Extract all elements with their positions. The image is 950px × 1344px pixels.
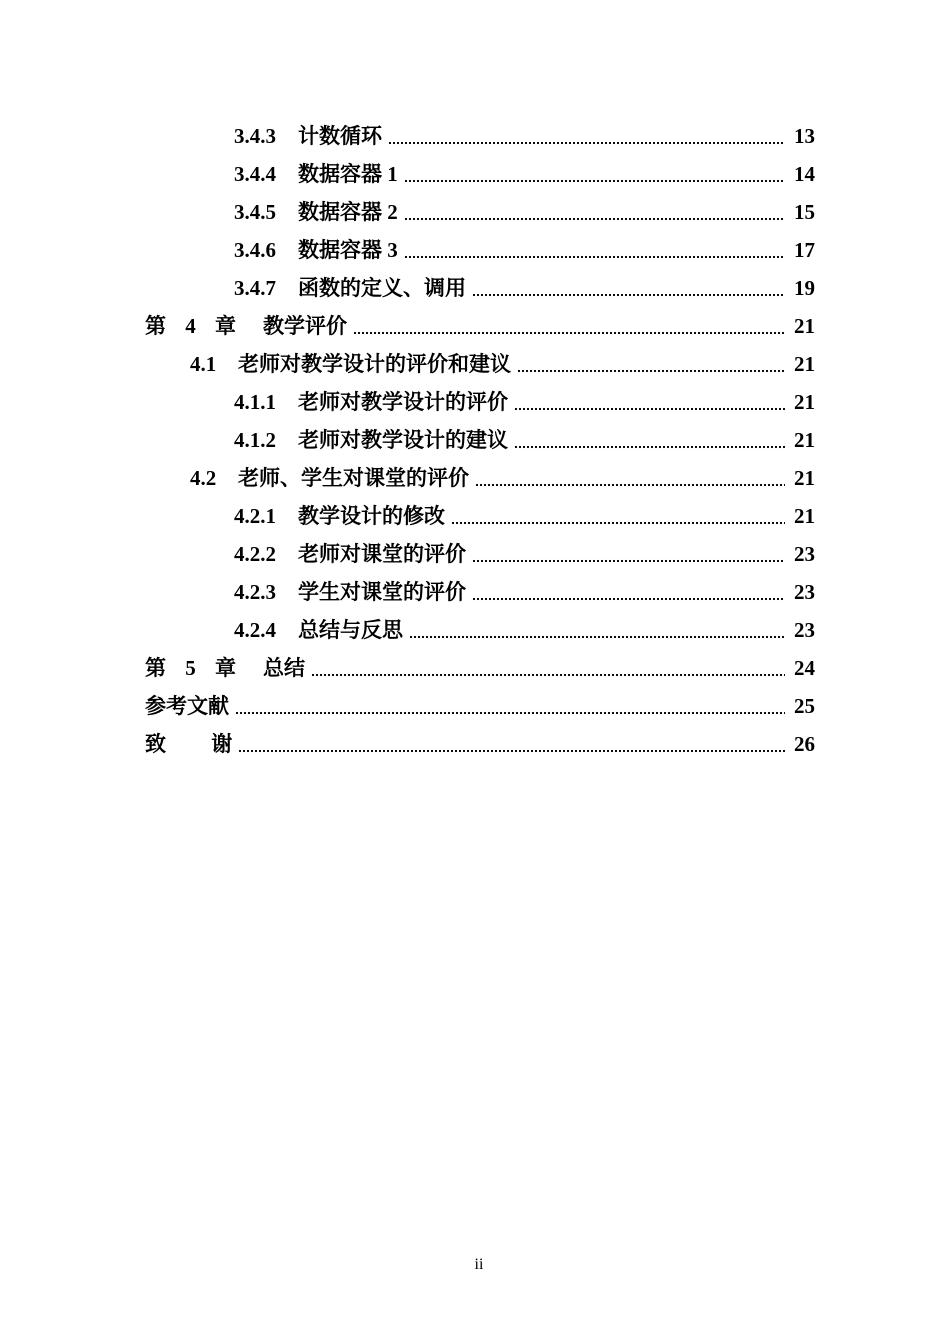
toc-entry-title: 参考文献 [145, 694, 229, 718]
toc-entry-4-2-4 [0, 611, 815, 649]
toc-entry-page: 15 [794, 200, 815, 224]
toc-entry-4-1-2 [0, 421, 815, 459]
toc-entry-4-1-1 [0, 383, 815, 421]
dot-leader [472, 535, 785, 573]
toc-entry-page: 21 [794, 466, 815, 490]
toc-entry-4-1 [0, 345, 815, 383]
toc-chapter-number: 第 4 章 [145, 314, 236, 338]
toc-entry-3-4-3 [0, 117, 815, 155]
dot-leader [235, 687, 785, 725]
toc-entry-page: 17 [794, 238, 815, 262]
toc-entry-title: 总结 [263, 656, 305, 680]
toc-entry-page: 23 [794, 618, 815, 642]
toc-entry-acknowledgements [0, 725, 815, 763]
toc-entry-title: 学生对课堂的评价 [298, 580, 466, 604]
toc-entry-page: 21 [794, 352, 815, 376]
toc-entry-page: 25 [794, 694, 815, 718]
toc-entry-number: 4.2.1 [234, 504, 276, 528]
toc-entry-page: 21 [794, 314, 815, 338]
toc-entry-number: 4.2.4 [234, 618, 276, 642]
toc-entry-title: 致 谢 [145, 732, 233, 756]
toc-entry-number: 3.4.5 [234, 200, 276, 224]
dot-leader [514, 421, 785, 459]
dot-leader [388, 117, 785, 155]
dot-leader [451, 497, 785, 535]
toc-entry-title: 老师对教学设计的建议 [298, 428, 508, 452]
toc-entry-3-4-6 [0, 231, 815, 269]
dot-leader [475, 459, 785, 497]
toc-entry-page: 19 [794, 276, 815, 300]
dot-leader [517, 345, 785, 383]
toc-chapter-number: 第 5 章 [145, 656, 236, 680]
page-footer [0, 1254, 950, 1276]
toc-entry-3-4-5 [0, 193, 815, 231]
footer-page-number: ii [474, 1256, 484, 1273]
toc-entry-4-2-2 [0, 535, 815, 573]
dot-leader [311, 649, 785, 687]
toc-entry-title: 老师对教学设计的评价和建议 [238, 352, 511, 376]
toc-entry-number: 3.4.4 [234, 162, 276, 186]
toc-entry-number: 3.4.7 [234, 276, 276, 300]
dot-leader [514, 383, 785, 421]
toc-entry-page: 24 [794, 656, 815, 680]
toc-entry-number: 4.1 [190, 352, 217, 376]
toc-entry-number: 4.2 [190, 466, 217, 490]
table-of-contents [0, 117, 815, 763]
dot-leader [404, 193, 785, 231]
toc-entry-page: 13 [794, 124, 815, 148]
toc-entry-number: 4.2.2 [234, 542, 276, 566]
dot-leader [353, 307, 785, 345]
toc-entry-title: 老师、学生对课堂的评价 [238, 466, 469, 490]
toc-entry-title: 老师对教学设计的评价 [298, 390, 508, 414]
toc-entry-4-2-1 [0, 497, 815, 535]
dot-leader [238, 725, 785, 763]
toc-entry-page: 26 [794, 732, 815, 756]
toc-entry-title: 教学评价 [263, 314, 347, 338]
toc-entry-page: 21 [794, 504, 815, 528]
dot-leader [472, 573, 785, 611]
toc-entry-page: 23 [794, 542, 815, 566]
toc-entry-title: 教学设计的修改 [298, 504, 445, 528]
toc-entry-4-2-3 [0, 573, 815, 611]
dot-leader [472, 269, 785, 307]
toc-entry-title: 数据容器 2 [298, 200, 398, 224]
toc-entry-page: 21 [794, 428, 815, 452]
toc-entry-number: 4.1.1 [234, 390, 276, 414]
toc-entry-number: 3.4.6 [234, 238, 276, 262]
toc-entry-number: 4.1.2 [234, 428, 276, 452]
toc-entry-chapter-4 [0, 307, 815, 345]
toc-entry-title: 函数的定义、调用 [298, 276, 466, 300]
dot-leader [409, 611, 785, 649]
toc-entry-title: 老师对课堂的评价 [298, 542, 466, 566]
toc-entry-3-4-4 [0, 155, 815, 193]
toc-entry-title: 总结与反思 [298, 618, 403, 642]
toc-entry-title: 计数循环 [298, 124, 382, 148]
toc-entry-title: 数据容器 3 [298, 238, 398, 262]
toc-entry-title: 数据容器 1 [298, 162, 398, 186]
toc-entry-number: 3.4.3 [234, 124, 276, 148]
dot-leader [404, 231, 785, 269]
dot-leader [404, 155, 785, 193]
toc-entry-references [0, 687, 815, 725]
toc-entry-4-2 [0, 459, 815, 497]
toc-entry-page: 14 [794, 162, 815, 186]
toc-entry-page: 23 [794, 580, 815, 604]
toc-entry-3-4-7 [0, 269, 815, 307]
toc-entry-page: 21 [794, 390, 815, 414]
toc-entry-number: 4.2.3 [234, 580, 276, 604]
toc-entry-chapter-5 [0, 649, 815, 687]
